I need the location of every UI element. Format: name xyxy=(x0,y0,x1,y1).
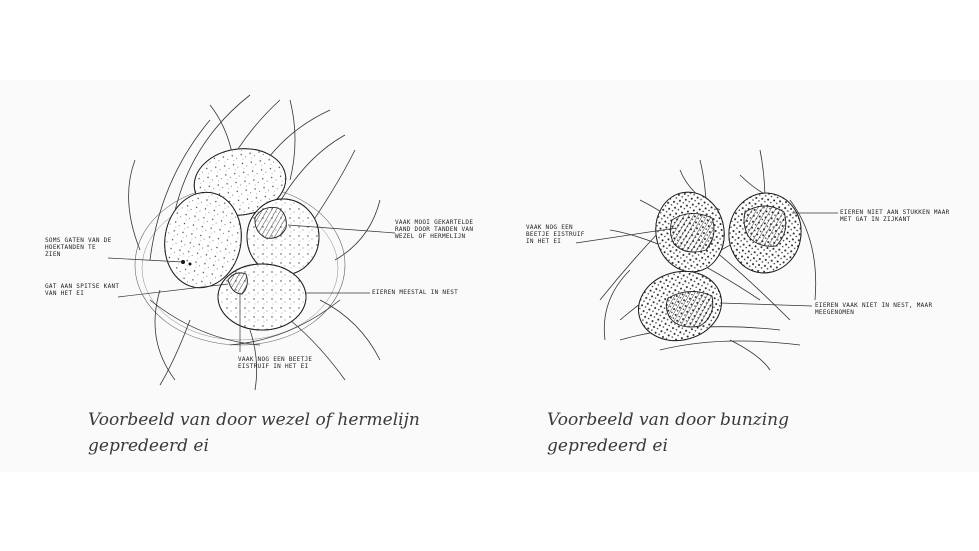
annotation-tooth-holes: SOMS GATEN VAN DE HOEKTANDEN TE ZIEN xyxy=(45,237,112,258)
caption-weasel-line1: Voorbeeld van door wezel of hermelijn xyxy=(88,410,420,430)
annotation-yolk-residue-left: VAAK NOG EEN BEETJE EISTRUIF IN HET EI xyxy=(238,356,313,370)
weasel-nest-drawing xyxy=(108,95,395,390)
annotation-hole-in-side: EIEREN NIET AAN STUKKEN MAAR MET GAT IN ZIJKANT xyxy=(840,209,950,223)
caption-weasel-line2: gepredeerd ei xyxy=(88,436,209,456)
caption-weasel xyxy=(88,407,420,459)
annotation-yolk-residue-right: VAAK NOG EEN BEETJE EISTRUIF IN HET EI xyxy=(526,224,585,245)
annotation-hole-pointed-end: GAT AAN SPITSE KANT VAN HET EI xyxy=(45,283,120,297)
caption-polecat-line1: Voorbeeld van door bunzing xyxy=(547,410,790,430)
annotation-serrated-edge: VAAK MOOI GEKARTELDE RAND DOOR TANDEN VAN WEZEL OF HERMELIJN xyxy=(395,219,474,240)
caption-polecat xyxy=(547,407,789,459)
annotation-eggs-taken: EIEREN VAAK NIET IN NEST, MAAR MEEGENOMEN xyxy=(815,302,933,316)
caption-polecat-line2: gepredeerd ei xyxy=(547,436,668,456)
polecat-nest-drawing xyxy=(576,150,838,370)
annotation-eggs-in-nest: EIEREN MEESTAL IN NEST xyxy=(372,289,459,296)
